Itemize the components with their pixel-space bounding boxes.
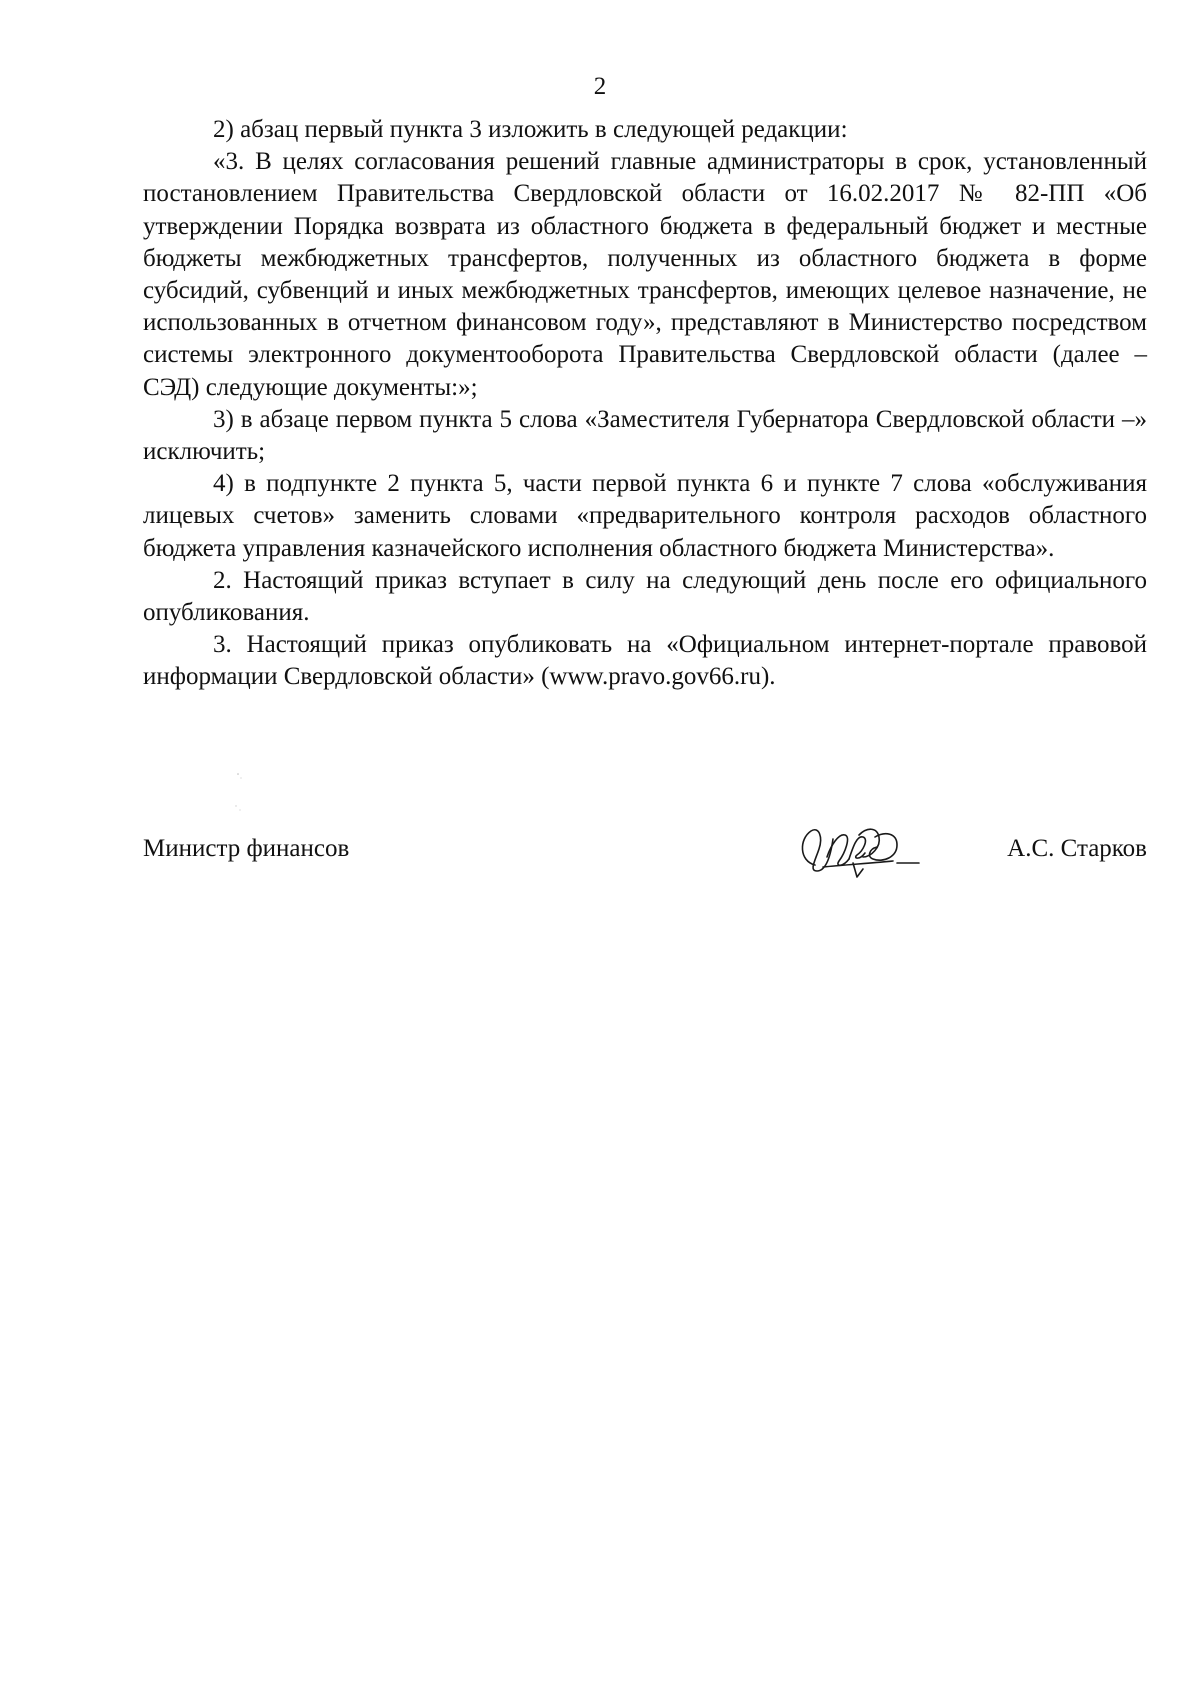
page-number: 2 <box>593 73 607 100</box>
paragraph-amendment-2: 2) абзац первый пункта 3 изложить в следующей редакции: <box>213 116 848 143</box>
handwritten-signature <box>793 817 923 887</box>
signer-name: А.С. Старков <box>1007 835 1147 862</box>
scan-specks <box>230 768 250 818</box>
paragraph-clause-2-effective-date: 2. Настоящий приказ вступает в силу на следующий день после его официального опубликования. <box>143 566 1147 627</box>
paragraph-clause-3-publication: 3. Настоящий приказ опубликовать на «Официальном интернет-портале правовой информации Свердловской области» (www.pravo.gov66.ru). <box>143 631 1147 691</box>
paragraph-new-point-3: «3. В целях согласования решений главные администраторы в срок, установленный постановлением Правительства Свердловской области от 16.02.2017 № 82-ПП «Об утверждении Порядка возврата из областного бюджета в федеральный бюджет и местные бюджеты межбюджетных трансфертов, полученных из областного бюджета в форме субсидий, субвенций и иных межбюджетных трансфертов, имеющих целевое назначение, не использованных в отчетном финансовом году», представляют в Министерство посредством системы электронного документооборота Правительства Свердловской области (далее – СЭД) следующие документы:»; <box>143 148 1147 401</box>
document-body <box>143 114 1147 694</box>
signature-block <box>143 825 1147 895</box>
signer-position: Министр финансов <box>143 835 350 862</box>
paragraph-amendment-3: 3) в абзаце первом пункта 5 слова «Заместителя Губернатора Свердловской области –» исключить; <box>143 405 1147 466</box>
paragraph-amendment-4: 4) в подпункте 2 пункта 5, части первой пункта 6 и пункте 7 слова «обслуживания лицевых счетов» заменить словами «предварительного контроля расходов областного бюджета управления казначейского исполнения областного бюджета Министерства». <box>143 470 1147 562</box>
